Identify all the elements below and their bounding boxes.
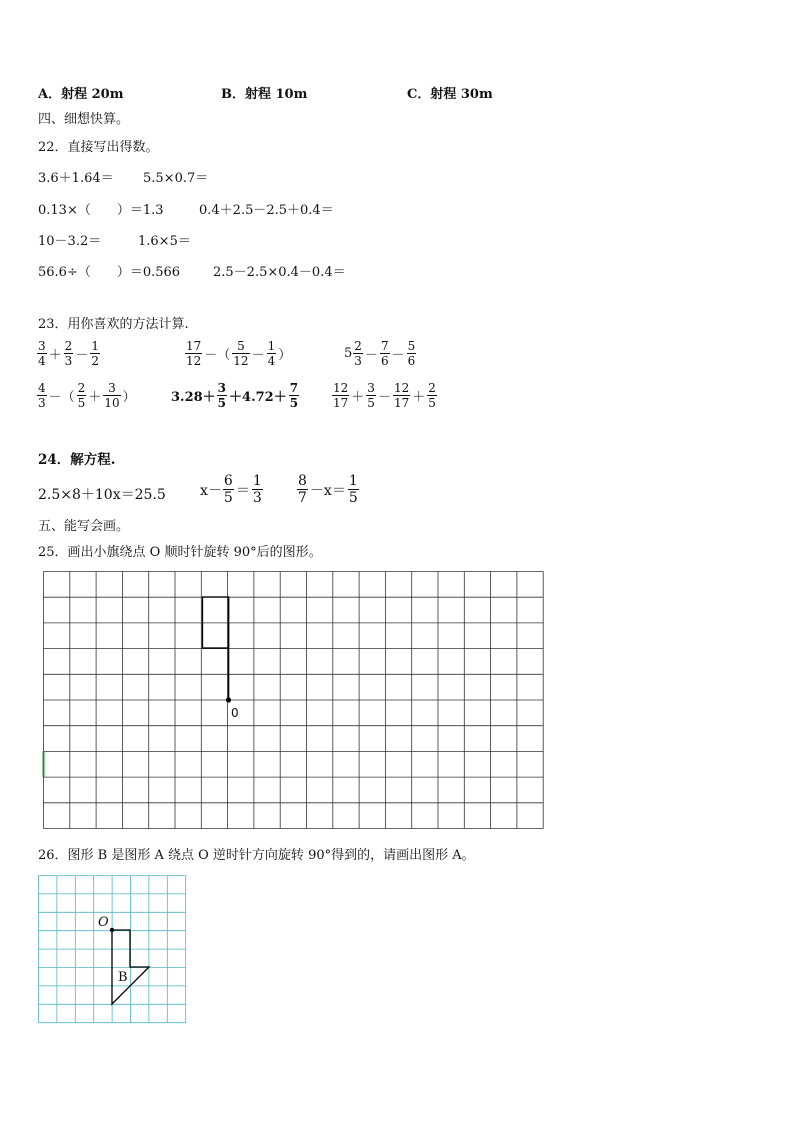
fraction: $\frac{1}{4}$ [267, 339, 276, 368]
fraction: $\frac{7}{5}$ [289, 381, 299, 410]
q26-point-label: O [98, 915, 109, 930]
q23-expr-5: 3.28＋ $\frac{3}{5}$ ＋4.72＋ $\frac{7}{5}$ [171, 381, 299, 410]
fraction: $\frac{2}{3}$ [354, 339, 362, 368]
q22-item-3: 0.13×（ ）＝1.3 [38, 203, 164, 218]
option-a: A．射程 20m [38, 87, 124, 102]
fraction: $\frac{5}{6}$ [407, 339, 416, 368]
q23-expr-2: $\frac{17}{12}$ －（ $\frac{5}{12}$ － $\frac{1}{4}$ ） [186, 339, 292, 368]
fraction: $\frac{12}{17}$ [393, 381, 410, 410]
fraction: $\frac{17}{12}$ [186, 339, 202, 368]
fraction: $\frac{5}{12}$ [233, 339, 249, 368]
q23-title: 23．用你喜欢的方法计算. [38, 317, 189, 332]
q24-title: 24．解方程. [38, 452, 116, 468]
section-4-heading: 四、细想快算。 [38, 112, 130, 127]
fraction: $\frac{2}{5}$ [428, 381, 436, 410]
q22-title: 22．直接写出得数。 [38, 140, 159, 155]
rotation-point-o [110, 928, 114, 932]
q24-eq-3: $\frac{8}{7}$ －x＝ $\frac{1}{5}$ [298, 473, 358, 506]
fraction: $\frac{1}{5}$ [348, 473, 358, 506]
q22-item-8: 2.5－2.5×0.4－0.4＝ [213, 265, 346, 280]
q25-title: 25．画出小旗绕点 O 顺时针旋转 90°后的图形。 [38, 545, 322, 560]
q22-item-2: 5.5×0.7＝ [143, 171, 209, 186]
q23-expr-3: 5 $\frac{2}{3}$ － $\frac{7}{6}$ － $\frac{5}{6}$ [344, 339, 416, 368]
q25-point-label: 0 [231, 706, 239, 720]
rotation-point-o [226, 697, 231, 702]
fraction: $\frac{12}{17}$ [333, 381, 349, 410]
q23-expr-4: $\frac{4}{3}$ －（ $\frac{2}{5}$ ＋ $\frac{3}{10}$ ） [38, 381, 136, 410]
fraction: $\frac{2}{5}$ [77, 381, 86, 410]
fraction: $\frac{1}{2}$ [91, 339, 99, 368]
q26-shape-label: B [118, 970, 128, 985]
q22-item-5: 10－3.2＝ [38, 234, 102, 249]
fraction: $\frac{8}{7}$ [298, 473, 307, 506]
q26-grid [38, 875, 186, 1023]
q25-grid [43, 571, 545, 829]
q24-eq-2: x－ $\frac{6}{5}$ ＝ $\frac{1}{3}$ [200, 473, 262, 506]
q23-expr-1: $\frac{3}{4}$ ＋ $\frac{2}{3}$ － $\frac{1}{2}$ [38, 339, 99, 368]
fraction: $\frac{3}{4}$ [38, 339, 46, 368]
q22-item-7: 56.6÷（ ）＝0.566 [38, 265, 181, 280]
fraction: $\frac{2}{3}$ [64, 339, 73, 368]
q24-eq-1: 2.5×8＋10x＝25.5 [38, 487, 166, 503]
fraction: $\frac{3}{5}$ [217, 381, 227, 410]
fraction: $\frac{4}{3}$ [38, 381, 46, 410]
fraction: $\frac{1}{3}$ [252, 473, 262, 506]
q22-item-4: 0.4＋2.5－2.5＋0.4＝ [199, 203, 334, 218]
q22-item-1: 3.6＋1.64＝ [38, 171, 114, 186]
q23-expr-6: $\frac{12}{17}$ ＋ $\frac{3}{5}$ － $\frac{12}{17}$ ＋ $\frac{2}{5}$ [333, 381, 436, 410]
option-b: B．射程 10m [221, 87, 308, 102]
q22-item-6: 1.6×5＝ [138, 234, 191, 249]
fraction: $\frac{6}{5}$ [223, 473, 233, 506]
q26-title: 26．图形 B 是图形 A 绕点 O 逆时针方向旋转 90°得到的，请画出图形 A。 [38, 848, 475, 863]
option-c: C．射程 30m [407, 87, 493, 102]
fraction: $\frac{3}{5}$ [367, 381, 375, 410]
section-5-heading: 五、能写会画。 [38, 519, 130, 534]
fraction: $\frac{3}{10}$ [104, 381, 120, 410]
fraction: $\frac{7}{6}$ [380, 339, 389, 368]
